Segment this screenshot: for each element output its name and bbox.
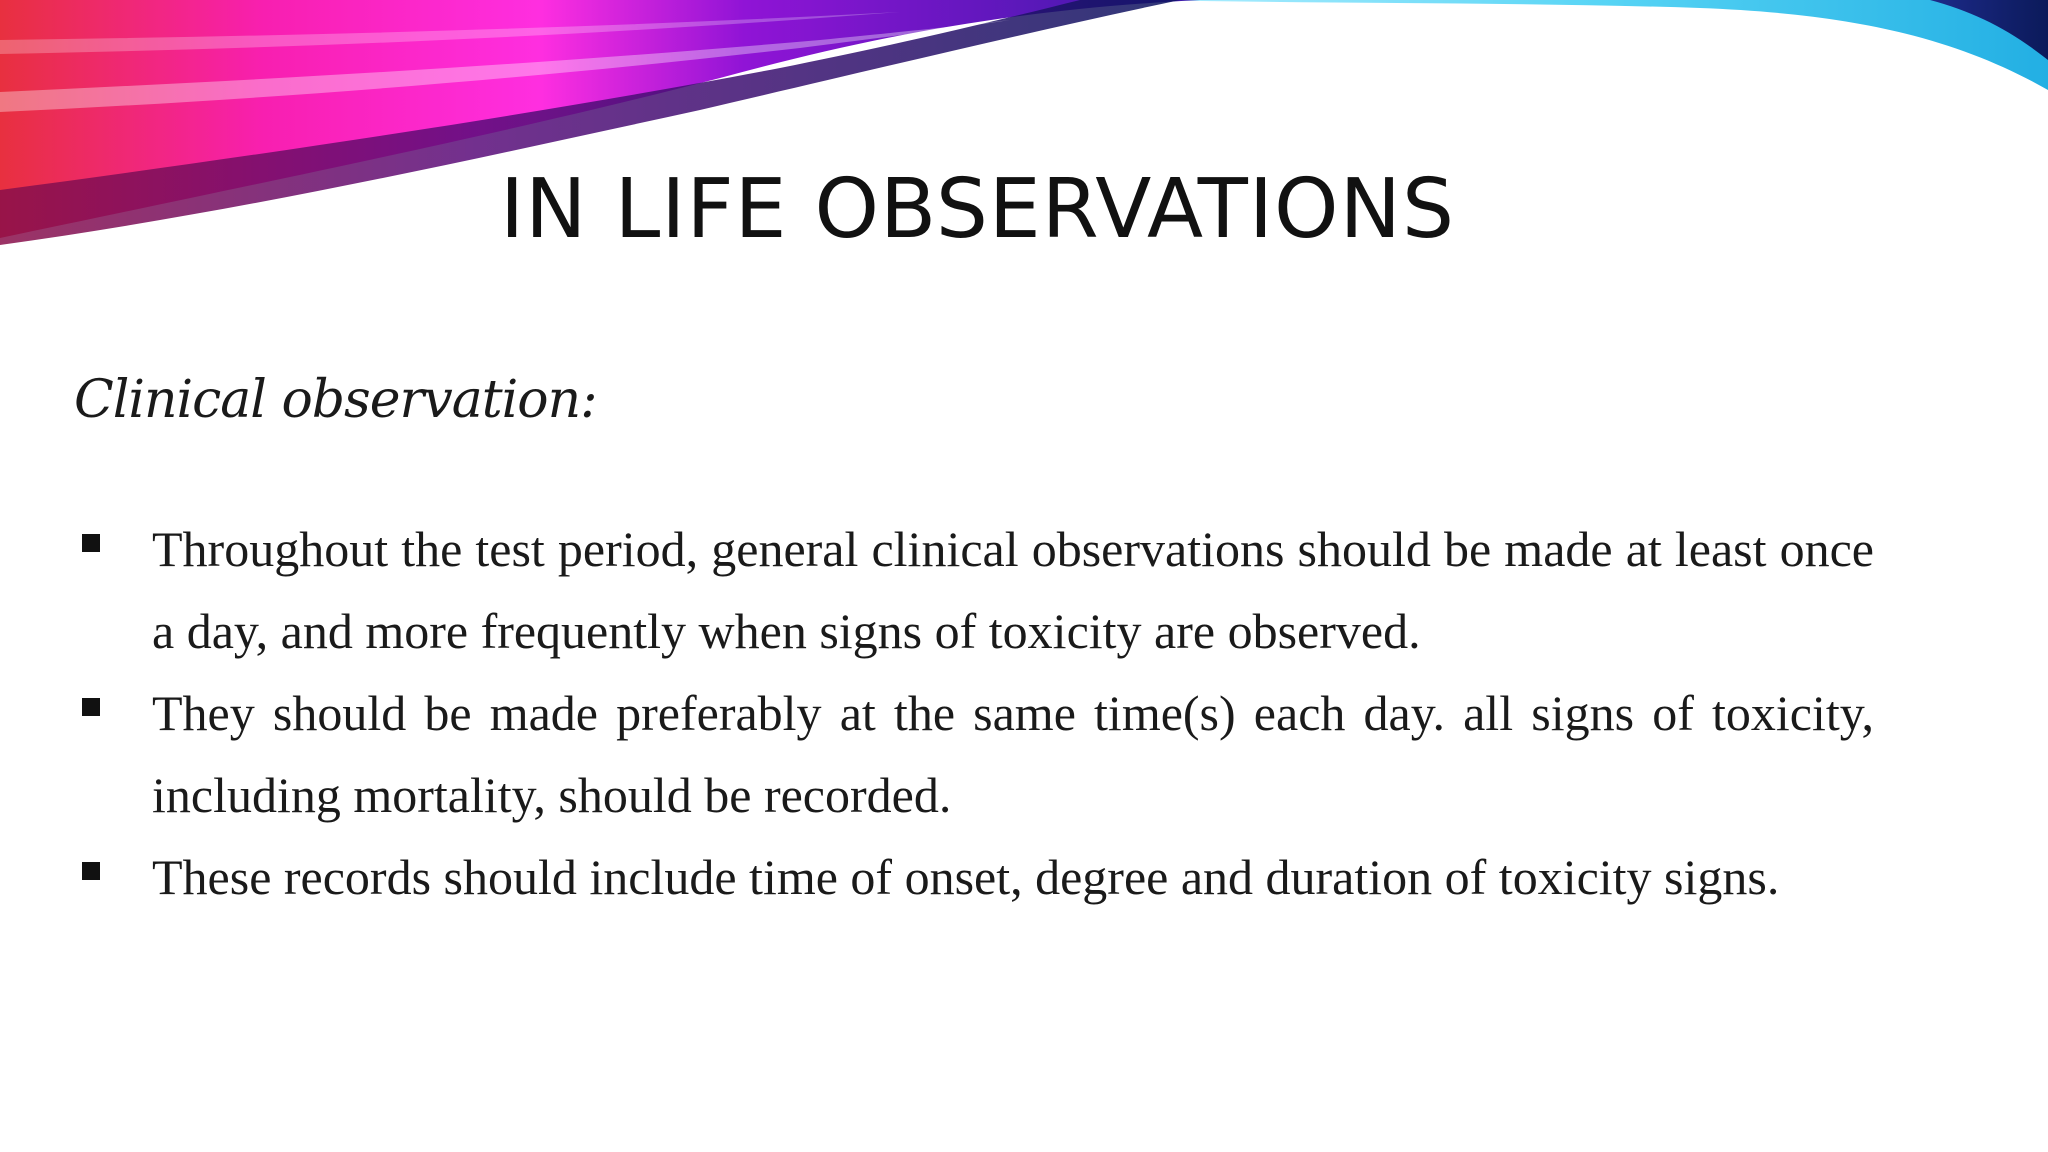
square-bullet-icon	[82, 698, 100, 716]
square-bullet-icon	[82, 534, 100, 552]
bullet-text: They should be made preferably at the same time(s) each day. all signs of toxicity, including mortality, should be recorded.	[152, 685, 1874, 823]
bullet-list	[74, 508, 1874, 918]
bullet-item	[74, 836, 1874, 918]
slide-title: IN LIFE OBSERVATIONS	[500, 162, 1455, 257]
bullet-item	[74, 508, 1874, 672]
swoosh-cyan-band	[1150, 0, 2048, 90]
bullet-text: Throughout the test period, general clinical observations should be made at least once a day, and more frequently when signs of toxicity are observed.	[152, 521, 1874, 659]
bullet-text: These records should include time of onset, degree and duration of toxicity signs.	[152, 849, 1780, 905]
square-bullet-icon	[82, 862, 100, 880]
bullet-item	[74, 672, 1874, 836]
section-subtitle: Clinical observation:	[74, 370, 597, 430]
